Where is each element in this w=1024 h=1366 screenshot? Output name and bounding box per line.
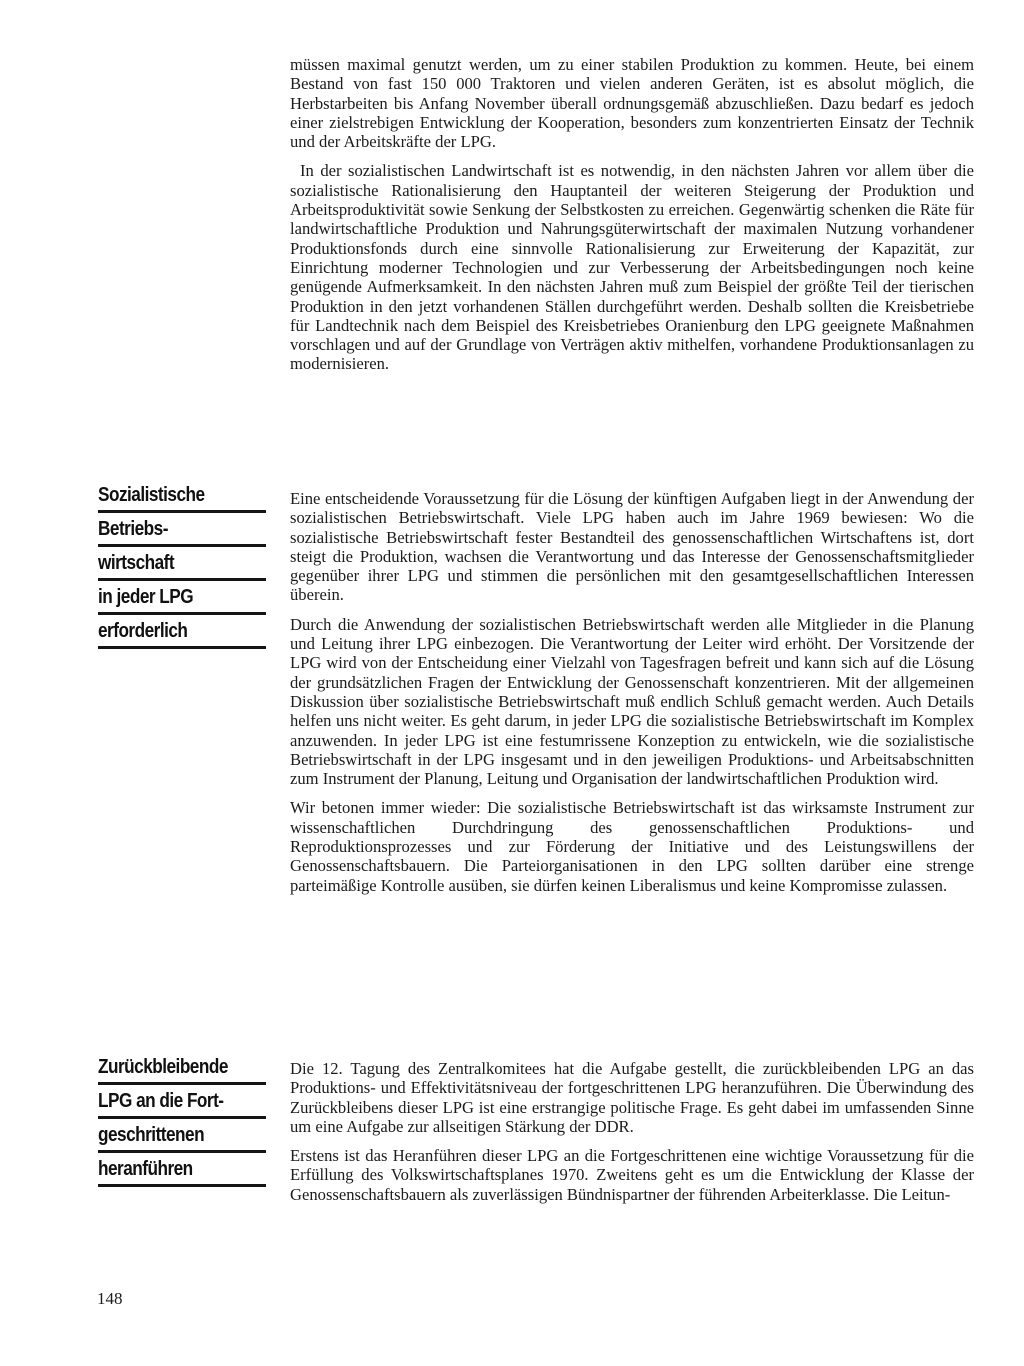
heading-underline [98, 544, 266, 547]
heading-underline [98, 510, 266, 513]
margin-heading-zurueckbleibende-lpg [98, 1056, 266, 1192]
page-number: 148 [97, 1289, 123, 1308]
margin-heading-betriebswirtschaft [98, 484, 266, 654]
text-block-top [290, 55, 974, 384]
body-paragraph: Durch die Anwendung der sozialistischen Betriebswirtschaft werden alle Mitglieder in die Planung und Leitung ihrer LPG einbezogen. Die Verantwortung der Leiter wird erhöht. Der Vorsitzende der LPG wird von der Entscheidung einer Vielzahl von Tagesfragen befreit und kann sich auf die Lösung der grundsätzlichen Fragen der Entwicklung der Genossenschaft konzentrieren. Mit der allgemeinen Diskussion über sozialistische Betriebswirtschaft muß endlich Schluß gemacht werden. Auch Details helfen uns nicht weiter. Es geht darum, in jeder LPG die sozialistische Betriebswirtschaft im Komplex anzuwenden. In jeder LPG ist eine festumrissene Konzeption zu entwickeln, wie die sozialistische Betriebswirtschaft in der LPG insgesamt und in den jeweiligen Produktions- und Arbeitsabschnitten zum Instrument der Planung, Leitung und Organisation der landwirtschaftlichen Produktion wird. [290, 614, 974, 789]
margin-heading-line: heranführen [98, 1158, 193, 1180]
margin-heading-line: erforderlich [98, 620, 188, 642]
margin-heading-line: in jeder LPG [98, 586, 194, 608]
body-paragraph: In der sozialistischen Landwirtschaft ist es notwendig, in den nächsten Jahren vor allem über die sozialistische Rationalisierung den Hauptanteil der weiteren Steigerung der Produktion und Arbeitsproduktivität sowie Senkung der Selbstkosten zu erreichen. Gegenwärtig schenken die Räte für landwirtschaftliche Produktion und Nahrungsgüterwirtschaft der maximalen Nutzung vorhandener Produktionsfonds durch eine sinnvolle Rationalisierung zur Erweiterung der Kapazität, zur Einrichtung moderner Technologien und zur Verbesserung der Arbeitsbedingungen noch keine genügende Aufmerksamkeit. In den nächsten Jahren muß zum Beispiel der größte Teil der tierischen Produktion in den jetzt vorhandenen Ställen durchgeführt werden. Deshalb sollten die Kreisbetriebe für Landtechnik nach dem Beispiel des Kreisbetriebes Oranienburg den LPG geeignete Maßnahmen vorschlagen und auf der Grundlage von Verträgen aktiv mithelfen, vorhandene Produktionsanlagen zu modernisieren. [290, 161, 974, 374]
body-paragraph: müssen maximal genutzt werden, um zu einer stabilen Produktion zu kommen. Heute, bei einem Bestand von fast 150 000 Traktoren und vielen anderen Geräten, ist es absolut möglich, die Herbstarbeiten bis Anfang November überall ordnungsgemäß abzuschließen. Dazu bedarf es jedoch einer zielstrebigen Entwicklung der Kooperation, besonders zum konzentrierten Einsatz der Technik und der Arbeitskräfte der LPG. [290, 55, 974, 152]
heading-underline [98, 646, 266, 649]
heading-underline [98, 1150, 266, 1153]
body-paragraph: Eine entscheidende Voraussetzung für die Lösung der künftigen Aufgaben liegt in der Anwendung der sozialistischen Betriebswirtschaft. Viele LPG haben auch im Jahre 1969 bewiesen: Wo die sozialistische Betriebswirtschaft fester Bestandteil des genossenschaftlichen Wirtschaftens ist, dort steigt die Produktion, wachsen die Verantwortung und das Interesse der Genossenschaftsmitglieder gegenüber ihrer LPG und stimmen die persönlichen mit den gesamtgesellschaftlichen Interessen überein. [290, 489, 974, 605]
heading-underline [98, 1184, 266, 1187]
margin-heading-line: Zurückbleibende [98, 1056, 228, 1078]
body-paragraph: Wir betonen immer wieder: Die sozialistische Betriebswirtschaft ist das wirksamste Instrument zur wissenschaftlichen Durchdringung des genossenschaftlichen Produktions- und Reproduktionsprozesses und zur Förderung der Initiative und des Leistungswillens der Genossenschaftsbauern. Die Parteiorganisationen in den LPG sollten darüber eine strenge parteimäßige Kontrolle ausüben, sie dürfen keinen Liberalismus und keine Kompromisse zulassen. [290, 798, 974, 895]
text-block-bottom [290, 1059, 974, 1214]
heading-underline [98, 1116, 266, 1119]
heading-underline [98, 612, 266, 615]
margin-heading-line: Betriebs- [98, 518, 168, 540]
text-block-middle [290, 489, 974, 905]
body-paragraph: Die 12. Tagung des Zentralkomitees hat die Aufgabe gestellt, die zurückbleibenden LPG an das Produktions- und Effektivitätsniveau der fortgeschrittenen LPG heranzuführen. Die Überwindung des Zurückbleibens dieser LPG ist eine erstrangige politische Frage. Es geht dabei im umfassenden Sinne um eine Aufgabe zur allseitigen Stärkung der DDR. [290, 1059, 974, 1136]
body-paragraph: Erstens ist das Heranführen dieser LPG an die Fortgeschrittenen eine wichtige Voraussetzung für die Erfüllung des Volkswirtschaftsplanes 1970. Zweitens geht es um die Entwicklung der Klasse der Genossenschaftsbauern als zuverlässigen Bündnispartner der führenden Arbeiterklasse. Die Leitun- [290, 1146, 974, 1204]
margin-heading-line: LPG an die Fort- [98, 1090, 224, 1112]
heading-underline [98, 1082, 266, 1085]
margin-heading-line: geschrittenen [98, 1124, 205, 1146]
margin-heading-line: Sozialistische [98, 484, 205, 506]
margin-heading-line: wirtschaft [98, 552, 175, 574]
heading-underline [98, 578, 266, 581]
